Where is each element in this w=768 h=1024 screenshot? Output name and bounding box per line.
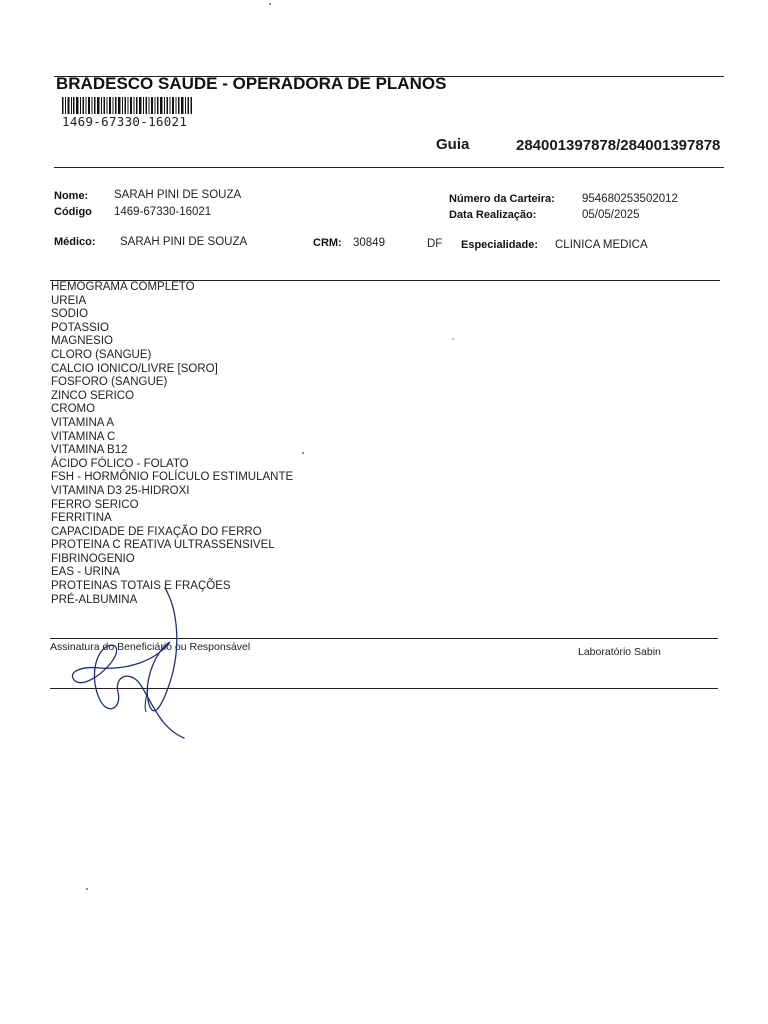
- header-rule: [54, 167, 724, 168]
- exam-item: ÁCIDO FÓLICO - FOLATO: [51, 457, 189, 470]
- exam-item: UREIA: [51, 294, 87, 307]
- exam-item: HEMOGRAMA COMPLETO: [51, 281, 195, 293]
- exam-list: [51, 281, 293, 607]
- handwritten-signature: [60, 580, 200, 750]
- exam-item: SODIO: [51, 308, 89, 321]
- nome-value: SARAH PINI DE SOUZA: [114, 189, 242, 201]
- guia-value: 284001397878/284001397878: [516, 137, 721, 154]
- guia-label: Guia: [436, 136, 470, 153]
- exam-item: VITAMINA B12: [51, 444, 128, 457]
- exam-item: MAGNESIO: [51, 335, 113, 348]
- exam-item: EAS - URINA: [51, 566, 121, 579]
- barcode-number: 1469-67330-16021: [62, 114, 188, 129]
- exam-item: FSH - HORMÔNIO FOLÍCULO ESTIMULANTE: [51, 471, 294, 484]
- carteira-value: 954680253502012: [582, 193, 678, 205]
- exam-item: CLORO (SANGUE): [51, 348, 152, 361]
- exam-item: FERRITINA: [51, 512, 112, 525]
- uf-value: DF: [427, 238, 443, 250]
- crm-value: 30849: [353, 237, 385, 249]
- exam-item: CAPACIDADE DE FIXAÇÃO DO FERRO: [51, 525, 262, 538]
- exam-item: PROTEINA C REATIVA ULTRASSENSIVEL: [51, 539, 275, 552]
- laboratory-name: Laboratório Sabin: [578, 646, 661, 658]
- scan-speck: [269, 3, 271, 5]
- exam-item: ZINCO SERICO: [51, 389, 135, 402]
- data-value: 05/05/2025: [582, 209, 640, 221]
- especialidade-label: Especialidade:: [461, 239, 539, 251]
- medico-label: Médico:: [54, 236, 96, 248]
- exam-item: CALCIO IONICO/LIVRE [SORO]: [51, 362, 218, 375]
- codigo-label: Código: [54, 206, 92, 218]
- exam-item: FIBRINOGENIO: [51, 552, 135, 565]
- page-title: BRADESCO SAUDE - OPERADORA DE PLANOS: [56, 74, 447, 93]
- carteira-label: Número da Carteira:: [449, 193, 555, 205]
- scan-speck: [302, 452, 304, 454]
- exam-item: VITAMINA C: [51, 430, 116, 443]
- exam-item: PRÉ-ALBUMINA: [51, 593, 138, 606]
- nome-label: Nome:: [54, 190, 89, 202]
- especialidade-value: CLINICA MEDICA: [555, 239, 648, 251]
- exam-item: PROTEINAS TOTAIS E FRAÇÕES: [51, 580, 231, 593]
- medico-value: SARAH PINI DE SOUZA: [120, 236, 248, 248]
- exam-item: FERRO SERICO: [51, 498, 139, 511]
- scan-speck: [452, 338, 454, 340]
- exam-item: VITAMINA D3 25-HIDROXI: [51, 484, 190, 497]
- crm-label: CRM:: [313, 237, 342, 249]
- codigo-value: 1469-67330-16021: [114, 206, 212, 218]
- data-label: Data Realização:: [449, 209, 537, 221]
- exam-item: CROMO: [51, 403, 96, 416]
- signature-label: Assinatura do Beneficiário ou Responsável: [50, 641, 251, 653]
- exam-item: FOSFORO (SANGUE): [51, 376, 168, 389]
- exam-item: VITAMINA A: [51, 416, 115, 429]
- exam-item: POTASSIO: [51, 321, 109, 334]
- barcode-icon: [62, 97, 192, 114]
- scan-speck: [86, 888, 88, 890]
